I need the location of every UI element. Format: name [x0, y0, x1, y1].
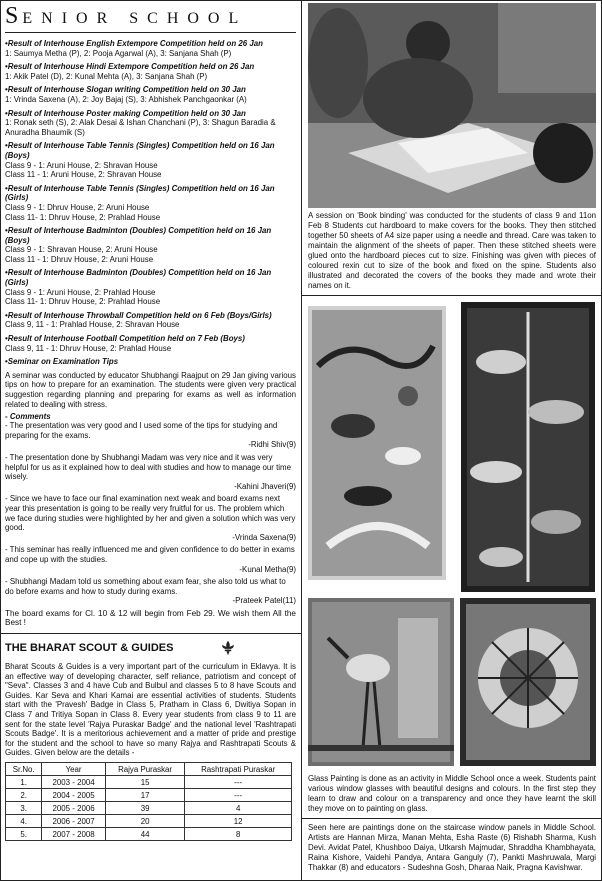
result-title: • Result of Interhouse Hindi Extempore Competition held on 26 Jan [5, 62, 296, 72]
table-cell: 44 [105, 828, 184, 841]
table-row [6, 789, 292, 802]
result-title: • Result of Interhouse English Extempore Competition held on 26 Jan [5, 39, 296, 49]
table-cell: 5. [6, 828, 42, 841]
comment-text: - Shubhangi Madam told us something about exam fear, she also told us what to do before exams and how to study during exams. [5, 577, 286, 596]
comment-author: -Ridhi Shiv(9) [248, 440, 296, 450]
result-item [5, 85, 296, 104]
section-divider [301, 295, 602, 296]
result-item [5, 39, 296, 58]
column-divider [301, 0, 302, 881]
glass-panels [308, 302, 596, 620]
right-column [308, 3, 596, 876]
comment-item [5, 577, 296, 606]
table-header-cell: Rashtrapati Puraskar [185, 763, 292, 776]
comments-title: - Comments [5, 412, 51, 422]
table-header-cell: Rajya Puraskar [105, 763, 184, 776]
table-cell: 2. [6, 789, 42, 802]
result-line: Class 9, 11 - 1: Dhruv House, 2: Prahlad House [5, 343, 172, 353]
table-body [6, 776, 292, 841]
comment-author: -Vrinda Saxena(9) [232, 532, 296, 542]
comment-text: - The presentation was very good and I used some of the tips for studying and preparing for the exams. [5, 421, 278, 440]
seminar-title: • Seminar on Examination Tips [5, 357, 296, 367]
result-title: • Result of Interhouse Poster making Competition held on 30 Jan [5, 109, 296, 119]
result-item [5, 334, 296, 353]
result-item [5, 62, 296, 81]
staircase-caption: Seen here are paintings done on the staircase window panels in Middle School. Artists are Hannan Mirza, Manan Mehta, Esha Raste (6) Rishabh Sharma, Kush Devi. Avidat Patel, Khushboo Daiya, Utkarsh Majmudar, Shraddha Khambhayata, Raina Kishore, Vaidehi Pandya, Antara Ganguly (7), Pankti Mashruwala, Margi Thakkar (8) and educators - Sudeshna Gosh, Dharaa Naik, Pragna Kavishwar. [308, 823, 596, 872]
table-cell: 2005 - 2006 [42, 802, 106, 815]
result-title: • Result of Interhouse Slogan writing Competition held on 30 Jan [5, 85, 296, 95]
table-cell: 2003 - 2004 [42, 776, 106, 789]
results-list [5, 39, 296, 353]
glass-caption: Glass Painting is done as an activity in Middle School once a week. Students paint various window glasses with beautiful designs and colours. In the first step they learn to draw and colour on a transparency and once they have learnt the skill they move on to painting on glass. [308, 774, 596, 813]
table-row [6, 828, 292, 841]
table-cell: 4. [6, 815, 42, 828]
glass-painting-fish [308, 306, 446, 580]
table-row [6, 776, 292, 789]
comment-item [5, 453, 296, 491]
glass-panels-row2 [308, 598, 596, 770]
result-line: Class 9, 11 - 1: Prahlad House, 2: Shravan House [5, 320, 180, 330]
result-item [5, 226, 296, 264]
table-header-row [6, 763, 292, 776]
result-line: 1: Ronak seth (S), 2: Alak Desai & Ishan Chanchani (P), 3: Shagun Baradia & Anuradha Bhaumik (S) [5, 118, 276, 137]
result-item [5, 184, 296, 222]
comment-item [5, 421, 296, 450]
seminar-closing: The board exams for Cl. 10 & 12 will begin from Feb 29. We wish them All the Best ! [5, 608, 296, 628]
table-cell: 1. [6, 776, 42, 789]
scouts-header [5, 640, 296, 656]
comment-item [5, 494, 296, 542]
table-row [6, 815, 292, 828]
scouts-heading: THE BHARAT SCOUT & GUIDES [5, 642, 174, 655]
result-title: • Result of Interhouse Football Competition held on 7 Feb (Boys) [5, 334, 296, 344]
table-cell: 12 [185, 815, 292, 828]
bookbinding-caption: A session on 'Book binding' was conducted for the students of class 9 and 11on Feb 8 Students cut hardboard to make covers for the books. They then stitched together 50 sheets of A4 size paper using a needle and thread. Care was taken to maintain the alignment of the sheets of paper. Then these stitched sheets were glued onto the hardboard pieces cut to size. Finishing was given with pieces of coloured rexin cut to size of the book and fixed on the spine. Students also illustrated and decorated the covers of the books they made and wrote their names on it. [308, 211, 596, 290]
scouts-body: Bharat Scouts & Guides is a very important part of the curriculum in Eklavya. It is an effective way of developing character, self reliance, patriotism and concept of "Seva". Classes 3 and 4 have Cub and Bulbul and classes 5 to 8 have Scouts and Guides. Kar Seva and Khari Kamai are essential activities of students. Students start with the 'Pravesh' Badge in Class 5, Pratham in Class 6, Dwitiya Sopan in Class 7 and Tritiya Sopan in Class 8. Every year students from class 9 to 11 are sent for the state level 'Rajya Puraskar Badge' and the national level 'Rashtrapati Scouts Badge'. It is a meritorious achievement and a matter of pride and prestige for the student and the school to have so many Rajya and Rashtrapati Scouts & Guides. Given below are the details - [5, 662, 296, 758]
comment-item [5, 545, 296, 574]
comment-author: -Kahini Jhaveri(9) [234, 481, 296, 491]
table-cell: 2004 - 2005 [42, 789, 106, 802]
result-item [5, 109, 296, 138]
glass-painting-leaves [461, 302, 595, 592]
table-cell: 4 [185, 802, 292, 815]
result-item [5, 141, 296, 179]
result-title: • Result of Interhouse Table Tennis (Singles) Competition held on 16 Jan (Girls) [5, 184, 296, 203]
result-line: Class 9 - 1: Aruni House, 2: Shravan House [5, 160, 158, 170]
masthead-rest: ENIOR SCHOOL [22, 10, 248, 27]
result-line: Class 9 - 1: Aruni House, 2: Prahlad House [5, 287, 156, 297]
table-cell: 15 [105, 776, 184, 789]
masthead-initial: S [5, 3, 19, 29]
result-title: • Result of Interhouse Throwball Competition held on 6 Feb (Boys/Girls) [5, 311, 296, 321]
table-row [6, 802, 292, 815]
seminar-body: A seminar was conducted by educator Shubhangi Raajput on 29 Jan giving various tips on how to prepare for an examination. The students were given very practical suggestion regarding planning and preparing for exams as well as information related to dealing with stress. [5, 370, 296, 409]
table-cell: 2007 - 2008 [42, 828, 106, 841]
table-header-cell: Year [42, 763, 106, 776]
section-divider [0, 633, 301, 634]
result-title: • Result of Interhouse Table Tennis (Singles) Competition held on 16 Jan (Boys) [5, 141, 296, 160]
result-line: Class 9 - 1: Dhruv House, 2: Aruni House [5, 202, 150, 212]
result-line: Class 9 - 1: Shravan House, 2: Aruni House [5, 245, 158, 255]
result-line: Class 11 - 1: Dhruv House, 2: Aruni House [5, 254, 154, 264]
table-cell: 3. [6, 802, 42, 815]
fleur-de-lis-icon [220, 640, 236, 656]
bookbinding-photo [308, 3, 596, 208]
table-cell: 2006 - 2007 [42, 815, 106, 828]
table-cell: 17 [105, 789, 184, 802]
table-cell: 20 [105, 815, 184, 828]
result-line: 1: Akik Patel (D), 2: Kunal Mehta (A), 3: Sanjana Shah (P) [5, 71, 208, 81]
comments-list [5, 421, 296, 606]
table-cell: --- [185, 789, 292, 802]
result-line: Class 11- 1: Dhruv House, 2: Prahlad House [5, 297, 161, 307]
comment-text: - The presentation done by Shubhangi Madam was very nice and it was very helpful for us as it explained how to deal with studies and how to manage our time wisely. [5, 452, 291, 482]
scouts-table [5, 762, 292, 841]
glass-painting-bird [308, 598, 454, 766]
table-cell: 8 [185, 828, 292, 841]
result-line: Class 11 - 1: Aruni House, 2: Shravan House [5, 170, 162, 180]
masthead [5, 3, 296, 33]
table-cell: 39 [105, 802, 184, 815]
result-line: Class 11- 1: Dhruv House, 2: Prahlad House [5, 212, 161, 222]
comment-text: - This seminar has really influenced me and given confidence to do better in exams and cope up with the studies. [5, 545, 295, 564]
result-title: • Result of Interhouse Badminton (Doubles) Competition held on 16 Jan (Boys) [5, 226, 296, 245]
result-item [5, 268, 296, 306]
table-cell: --- [185, 776, 292, 789]
comment-text: - Since we have to face our final examination next weak and board exams next year this presentation is going to be really very fruitful for us. The problem which we face during studies were highlighted by her and given a solution which was very good. [5, 494, 296, 533]
section-divider [301, 818, 602, 819]
comment-author: -Kunal Metha(9) [239, 564, 296, 574]
result-line: 1: Vrinda Saxena (A), 2: Joy Bajaj (S), 3: Abhishek Panchgaonkar (A) [5, 94, 247, 104]
glass-painting-mosaic [460, 598, 596, 766]
result-item [5, 311, 296, 330]
result-title: • Result of Interhouse Badminton (Doubles) Competition held on 16 Jan (Girls) [5, 268, 296, 287]
left-column [5, 3, 296, 841]
result-line: 1: Saumya Metha (P), 2: Pooja Agarwal (A), 3: Sanjana Shah (P) [5, 48, 232, 58]
table-header-cell: Sr.No. [6, 763, 42, 776]
seminar-section [5, 357, 296, 367]
comment-author: -Prateek Patel(11) [232, 596, 296, 606]
